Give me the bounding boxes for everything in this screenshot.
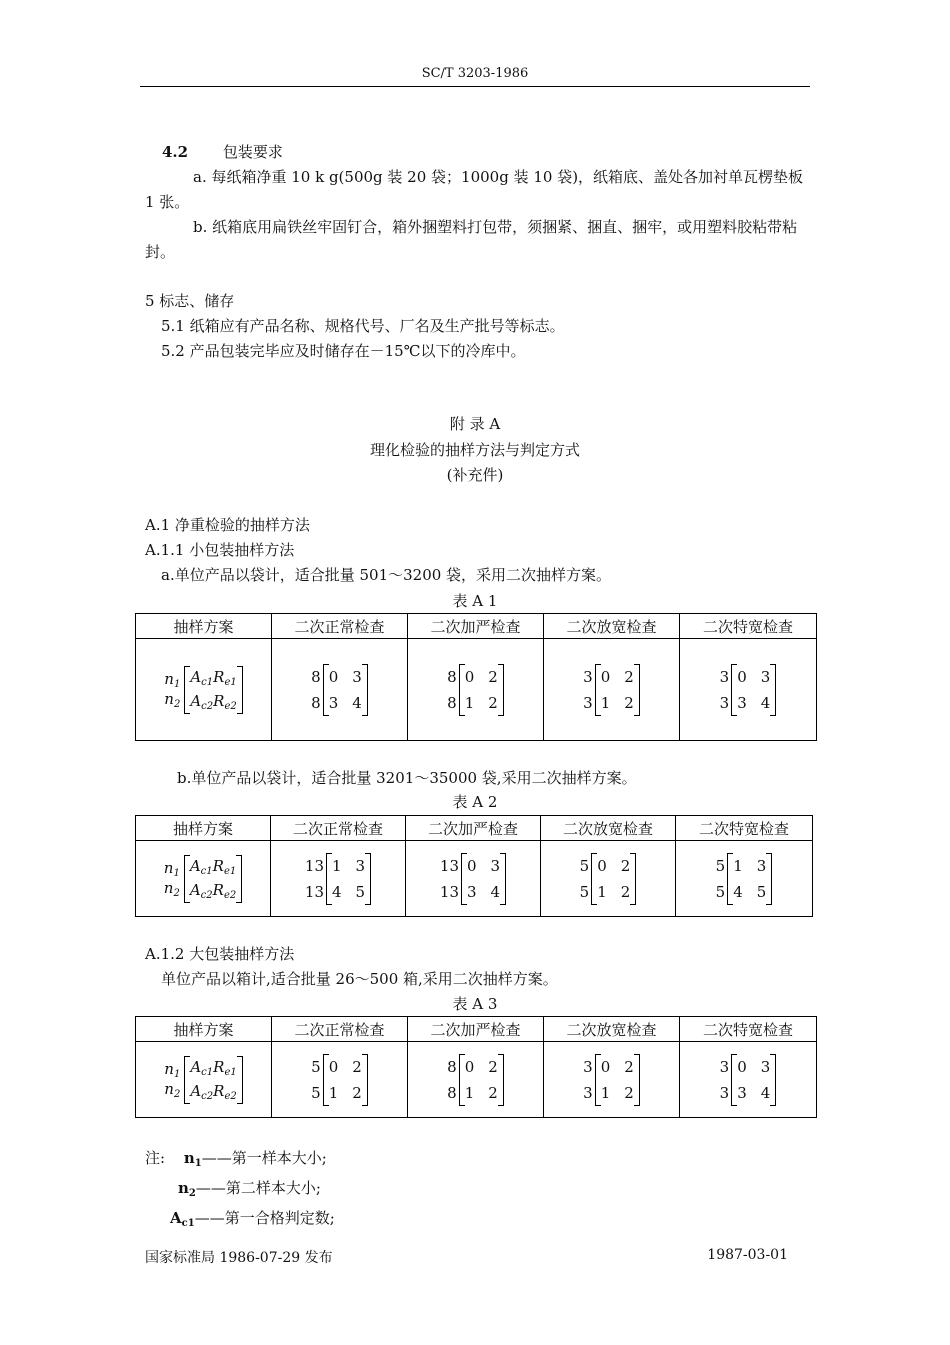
- sample-size-labels: [164, 859, 180, 899]
- n-subscript: 1: [173, 1068, 181, 1080]
- matrix-row: [737, 1058, 770, 1076]
- scheme-symbol-cell: [136, 841, 271, 917]
- sample-sizes: [716, 853, 728, 905]
- sampling-plan-cell: [406, 841, 541, 917]
- note-n2-symbol: n: [178, 1179, 189, 1197]
- sampling-plan-cell: [541, 841, 676, 917]
- table-a2: [135, 815, 813, 917]
- notes: [145, 1146, 335, 1236]
- symbol-row: [190, 692, 236, 712]
- note-ac1-text: ——第一合格判定数;: [194, 1209, 335, 1227]
- matrix-row: [597, 883, 630, 901]
- matrix-row: [465, 1058, 498, 1076]
- footer-issued: 国家标准局 1986-07-29 发布: [145, 1250, 333, 1266]
- r-subscript: e1: [224, 1066, 237, 1078]
- a-subscript: c2: [201, 700, 214, 712]
- accept-reject-matrix: [323, 664, 368, 716]
- column-header: 二次加严检查: [408, 614, 544, 639]
- sample-size-2: 3: [719, 1083, 730, 1102]
- sampling-plan-cell: [271, 841, 406, 917]
- table-a2-caption: 表 A 2: [452, 793, 498, 811]
- reject-number: 2: [488, 667, 498, 686]
- scheme-symbol-cell: [136, 1042, 272, 1118]
- column-header: 二次放宽检查: [544, 614, 680, 639]
- a-symbol: A: [189, 880, 201, 899]
- sampling-matrix: [305, 853, 371, 905]
- accept-reject-matrix: [595, 1054, 640, 1106]
- sampling-plan-cell: [544, 1042, 680, 1118]
- accept-number: 0: [737, 1057, 747, 1076]
- sampling-matrix: [447, 664, 504, 716]
- matrix-row: [332, 857, 365, 875]
- a-subscript: c1: [201, 1066, 214, 1078]
- column-header: 二次加严检查: [408, 1017, 544, 1042]
- reject-number: 3: [760, 667, 771, 686]
- header-rule: [140, 86, 810, 87]
- a-symbol: A: [190, 1081, 202, 1100]
- column-header: 二次特宽检查: [676, 816, 813, 841]
- a-symbol: A: [190, 1057, 202, 1076]
- section-5-2: 5.2 产品包装完毕应及时储存在－15℃以下的冷库中。: [161, 342, 526, 360]
- n-symbol: n: [164, 669, 174, 688]
- reject-number: 2: [488, 1083, 498, 1102]
- reject-number: 2: [624, 1083, 634, 1102]
- table-a3: [135, 1016, 817, 1118]
- reject-number: 3: [355, 856, 366, 875]
- sampling-plan-cell: [676, 841, 813, 917]
- reject-number: 4: [352, 693, 362, 712]
- note-n2-text: ——第二样本大小;: [195, 1179, 321, 1197]
- sample-size-label: [164, 670, 180, 690]
- column-header: 二次放宽检查: [541, 816, 676, 841]
- accept-number: 0: [328, 1057, 339, 1076]
- reject-number: 4: [760, 1083, 771, 1102]
- accept-number: 3: [737, 1083, 747, 1102]
- r-subscript: e2: [223, 889, 237, 901]
- document-code: SC/T 3203-1986: [421, 66, 529, 81]
- symbol-row: [190, 668, 236, 688]
- reject-number: 2: [352, 1083, 362, 1102]
- a-subscript: c2: [201, 1090, 214, 1102]
- a1-1-title: A.1.1 小包装抽样方法: [145, 541, 295, 559]
- n-subscript: 2: [173, 887, 180, 899]
- a-symbol: A: [189, 856, 201, 875]
- sample-size-2: 8: [447, 1083, 457, 1102]
- a-subscript: c2: [200, 889, 213, 901]
- appendix-subtitle: (补充件): [446, 466, 504, 484]
- reject-number: 2: [624, 667, 634, 686]
- sampling-plan-cell: [680, 639, 817, 741]
- symbol-row: [190, 857, 236, 877]
- sample-size-label: [164, 690, 180, 710]
- sample-sizes: [580, 853, 592, 905]
- section-5-title: 5 标志、储存: [145, 292, 235, 310]
- accept-number: 0: [597, 856, 607, 875]
- a1-2-title: A.1.2 大包装抽样方法: [145, 945, 295, 963]
- scheme-symbol: [164, 1056, 242, 1104]
- matrix-row: [332, 883, 365, 901]
- sample-size-1: 3: [719, 1057, 730, 1076]
- n-subscript: 2: [173, 1088, 181, 1100]
- column-header: 抽样方案: [136, 614, 272, 639]
- sample-size-2: 8: [311, 693, 321, 712]
- accept-reject-matrix: [459, 664, 504, 716]
- column-header: 抽样方案: [136, 816, 271, 841]
- matrix-row: [467, 857, 500, 875]
- note-ac1-symbol: A: [170, 1209, 182, 1227]
- r-symbol: R: [213, 667, 225, 686]
- section-number: 4.2: [162, 143, 189, 161]
- accept-number: 3: [328, 693, 339, 712]
- n-subscript: 2: [173, 698, 181, 710]
- section-4-2-heading: [145, 140, 809, 165]
- sample-sizes: [305, 853, 326, 905]
- accept-number: 1: [733, 856, 743, 875]
- sample-sizes: [440, 853, 461, 905]
- sample-size-2: 13: [439, 882, 459, 901]
- table-a1-caption: 表 A 1: [452, 592, 498, 610]
- r-symbol: R: [212, 856, 224, 875]
- r-symbol: R: [212, 880, 224, 899]
- sample-sizes: [720, 664, 732, 716]
- n-symbol: n: [164, 1079, 174, 1098]
- n-subscript: 1: [173, 678, 181, 690]
- sample-size-1: 3: [583, 667, 593, 686]
- sample-size-label: [164, 859, 180, 879]
- accept-reject-matrix: [461, 853, 506, 905]
- column-header: 二次正常检查: [272, 1017, 408, 1042]
- accept-number: 0: [600, 667, 611, 686]
- note-lead: 注:: [145, 1149, 166, 1167]
- column-header: 二次正常检查: [272, 614, 408, 639]
- table-a1: [135, 613, 817, 741]
- accept-number: 1: [464, 693, 475, 712]
- appendix-title: 理化检验的抽样方法与判定方式: [369, 441, 580, 459]
- r-subscript: e2: [224, 1090, 237, 1102]
- accept-number: 3: [737, 693, 747, 712]
- matrix-row: [467, 883, 500, 901]
- matrix-row: [329, 668, 362, 686]
- sample-sizes: [583, 664, 595, 716]
- reject-number: 2: [624, 1057, 634, 1076]
- reject-number: 2: [620, 882, 631, 901]
- a1-1-para-a: a.单位产品以袋计，适合批量 501～3200 袋，采用二次抽样方案。: [161, 566, 612, 584]
- n-symbol: n: [163, 858, 174, 877]
- r-subscript: e2: [224, 700, 237, 712]
- accept-number: 1: [464, 1083, 475, 1102]
- sample-size-1: 3: [719, 667, 730, 686]
- sample-size-2: 5: [311, 1083, 321, 1102]
- sampling-matrix: [447, 1054, 504, 1106]
- reject-number: 2: [352, 1057, 362, 1076]
- sample-size-label: [164, 1060, 180, 1080]
- sample-size-1: 5: [715, 856, 726, 875]
- sample-size-label: [164, 879, 180, 899]
- sample-sizes: [583, 1054, 595, 1106]
- sampling-matrix: [580, 853, 637, 905]
- sample-size-1: 8: [311, 667, 321, 686]
- sample-sizes: [447, 664, 459, 716]
- n-symbol: n: [164, 689, 174, 708]
- accept-number: 4: [332, 882, 342, 901]
- symbol-row: [190, 1058, 236, 1078]
- symbol-matrix: [184, 1056, 242, 1104]
- accept-reject-matrix: [727, 853, 772, 905]
- note-ac1-subscript: c1: [181, 1218, 195, 1229]
- matrix-row: [737, 668, 770, 686]
- appendix-label: 附 录 A: [449, 415, 501, 433]
- accept-number: 0: [467, 856, 477, 875]
- sample-size-labels: [164, 1060, 180, 1100]
- sample-size-1: 13: [439, 856, 459, 875]
- accept-number: 1: [600, 693, 611, 712]
- accept-reject-matrix: [591, 853, 636, 905]
- note-n1-subscript: 1: [194, 1158, 202, 1169]
- sample-size-1: 8: [447, 1057, 457, 1076]
- sample-sizes: [311, 1054, 323, 1106]
- accept-number: 0: [464, 667, 475, 686]
- a1-2-para: 单位产品以箱计,适合批量 26～500 箱,采用二次抽样方案。: [161, 970, 558, 988]
- accept-reject-matrix: [731, 664, 776, 716]
- matrix-row: [465, 668, 498, 686]
- matrix-row: [465, 1084, 498, 1102]
- sample-size-1: 3: [583, 1057, 593, 1076]
- column-header: 二次加严检查: [406, 816, 541, 841]
- note-ac1: [145, 1206, 335, 1236]
- accept-reject-matrix: [595, 664, 640, 716]
- column-header: 二次特宽检查: [680, 614, 817, 639]
- a1-1-para-b: b.单位产品以袋计，适合批量 3201～35000 袋,采用二次抽样方案。: [177, 769, 637, 787]
- r-symbol: R: [213, 691, 225, 710]
- sampling-matrix: [311, 664, 368, 716]
- sampling-matrix: [583, 664, 640, 716]
- n-symbol: n: [163, 878, 174, 897]
- sampling-matrix: [720, 664, 777, 716]
- note-n2-subscript: 2: [188, 1188, 196, 1199]
- n-symbol: n: [164, 1059, 174, 1078]
- symbol-row: [190, 1082, 236, 1102]
- matrix-row: [601, 1058, 634, 1076]
- sampling-plan-cell: [408, 1042, 544, 1118]
- symbol-row: [190, 881, 236, 901]
- sample-size-2: 5: [579, 882, 590, 901]
- sample-size-2: 8: [447, 693, 457, 712]
- r-subscript: e1: [224, 676, 237, 688]
- sampling-plan-cell: [408, 639, 544, 741]
- sampling-matrix: [583, 1054, 640, 1106]
- symbol-matrix: [184, 666, 242, 714]
- matrix-row: [597, 857, 630, 875]
- accept-number: 1: [328, 1083, 339, 1102]
- matrix-row: [601, 1084, 634, 1102]
- reject-number: 2: [620, 856, 631, 875]
- reject-number: 2: [624, 693, 634, 712]
- column-header: 二次特宽检查: [680, 1017, 817, 1042]
- n-subscript: 1: [173, 867, 180, 879]
- r-symbol: R: [213, 1057, 225, 1076]
- note-n2: [145, 1176, 335, 1206]
- accept-reject-matrix: [731, 1054, 776, 1106]
- reject-number: 3: [490, 856, 501, 875]
- a-subscript: c1: [201, 676, 214, 688]
- accept-number: 0: [737, 667, 747, 686]
- sampling-matrix: [716, 853, 773, 905]
- sample-sizes: [720, 1054, 732, 1106]
- sample-sizes: [311, 664, 323, 716]
- sample-size-labels: [164, 670, 180, 710]
- matrix-row: [329, 1058, 362, 1076]
- accept-number: 1: [597, 882, 607, 901]
- r-symbol: R: [213, 1081, 225, 1100]
- reject-number: 3: [352, 667, 362, 686]
- reject-number: 3: [756, 856, 767, 875]
- a-symbol: A: [190, 667, 202, 686]
- table-a3-caption: 表 A 3: [452, 995, 498, 1013]
- reject-number: 5: [756, 882, 767, 901]
- symbol-matrix: [184, 855, 242, 903]
- section-5-1: 5.1 纸箱应有产品名称、规格代号、厂名及生产批号等标志。: [161, 317, 565, 335]
- accept-number: 1: [332, 856, 342, 875]
- accept-number: 0: [600, 1057, 611, 1076]
- sample-sizes: [447, 1054, 459, 1106]
- matrix-row: [601, 668, 634, 686]
- r-subscript: e1: [223, 865, 237, 877]
- accept-number: 4: [733, 882, 743, 901]
- sampling-plan-cell: [680, 1042, 817, 1118]
- accept-reject-matrix: [326, 853, 371, 905]
- sampling-plan-cell: [272, 1042, 408, 1118]
- matrix-row: [733, 883, 766, 901]
- reject-number: 5: [355, 882, 366, 901]
- column-header: 二次放宽检查: [544, 1017, 680, 1042]
- accept-number: 1: [600, 1083, 611, 1102]
- sample-size-2: 5: [715, 882, 726, 901]
- sample-size-2: 3: [583, 1083, 593, 1102]
- a-symbol: A: [190, 691, 202, 710]
- matrix-row: [737, 1084, 770, 1102]
- scheme-symbol-cell: [136, 639, 272, 741]
- sample-size-label: [164, 1080, 180, 1100]
- accept-number: 0: [328, 667, 339, 686]
- sample-size-1: 5: [311, 1057, 321, 1076]
- accept-reject-matrix: [323, 1054, 368, 1106]
- note-n1: [145, 1146, 335, 1176]
- column-header: 抽样方案: [136, 1017, 272, 1042]
- note-n1-text: ——第一样本大小;: [201, 1149, 327, 1167]
- sampling-plan-cell: [544, 639, 680, 741]
- a-subscript: c1: [200, 865, 213, 877]
- matrix-row: [737, 694, 770, 712]
- note-n1-symbol: n: [183, 1149, 195, 1167]
- packing-requirement-b: b. 纸箱底用扁铁丝牢固钉合，箱外捆塑料打包带，须捆紧、捆直、捆牢，或用塑料胶粘带粘封。: [145, 218, 798, 261]
- accept-reject-matrix: [459, 1054, 504, 1106]
- matrix-row: [329, 694, 362, 712]
- matrix-row: [329, 1084, 362, 1102]
- reject-number: 3: [760, 1057, 771, 1076]
- scheme-symbol: [164, 855, 242, 903]
- sampling-matrix: [440, 853, 506, 905]
- sample-size-2: 3: [719, 693, 730, 712]
- footer-effective-date: 1987-03-01: [707, 1247, 788, 1263]
- matrix-row: [733, 857, 766, 875]
- sampling-matrix: [720, 1054, 777, 1106]
- sample-size-1: 5: [579, 856, 590, 875]
- matrix-row: [465, 694, 498, 712]
- reject-number: 4: [490, 882, 501, 901]
- sample-size-1: 13: [304, 856, 324, 875]
- a1-title: A.1 净重检验的抽样方法: [145, 516, 310, 534]
- reject-number: 2: [488, 1057, 498, 1076]
- sample-size-2: 3: [583, 693, 593, 712]
- scheme-symbol: [164, 666, 242, 714]
- sample-size-1: 8: [447, 667, 457, 686]
- sampling-plan-cell: [272, 639, 408, 741]
- matrix-row: [601, 694, 634, 712]
- accept-number: 3: [467, 882, 477, 901]
- column-header: 二次正常检查: [271, 816, 406, 841]
- section-title: 包装要求: [222, 143, 283, 161]
- accept-number: 0: [464, 1057, 475, 1076]
- sample-size-2: 13: [304, 882, 324, 901]
- reject-number: 2: [488, 693, 498, 712]
- packing-requirement-a: a. 每纸箱净重 10 k g(500g 装 20 袋；1000g 装 10 袋)，纸箱底、盖处各加衬单瓦楞垫板 1 张。: [145, 168, 804, 211]
- reject-number: 4: [760, 693, 771, 712]
- sampling-matrix: [311, 1054, 368, 1106]
